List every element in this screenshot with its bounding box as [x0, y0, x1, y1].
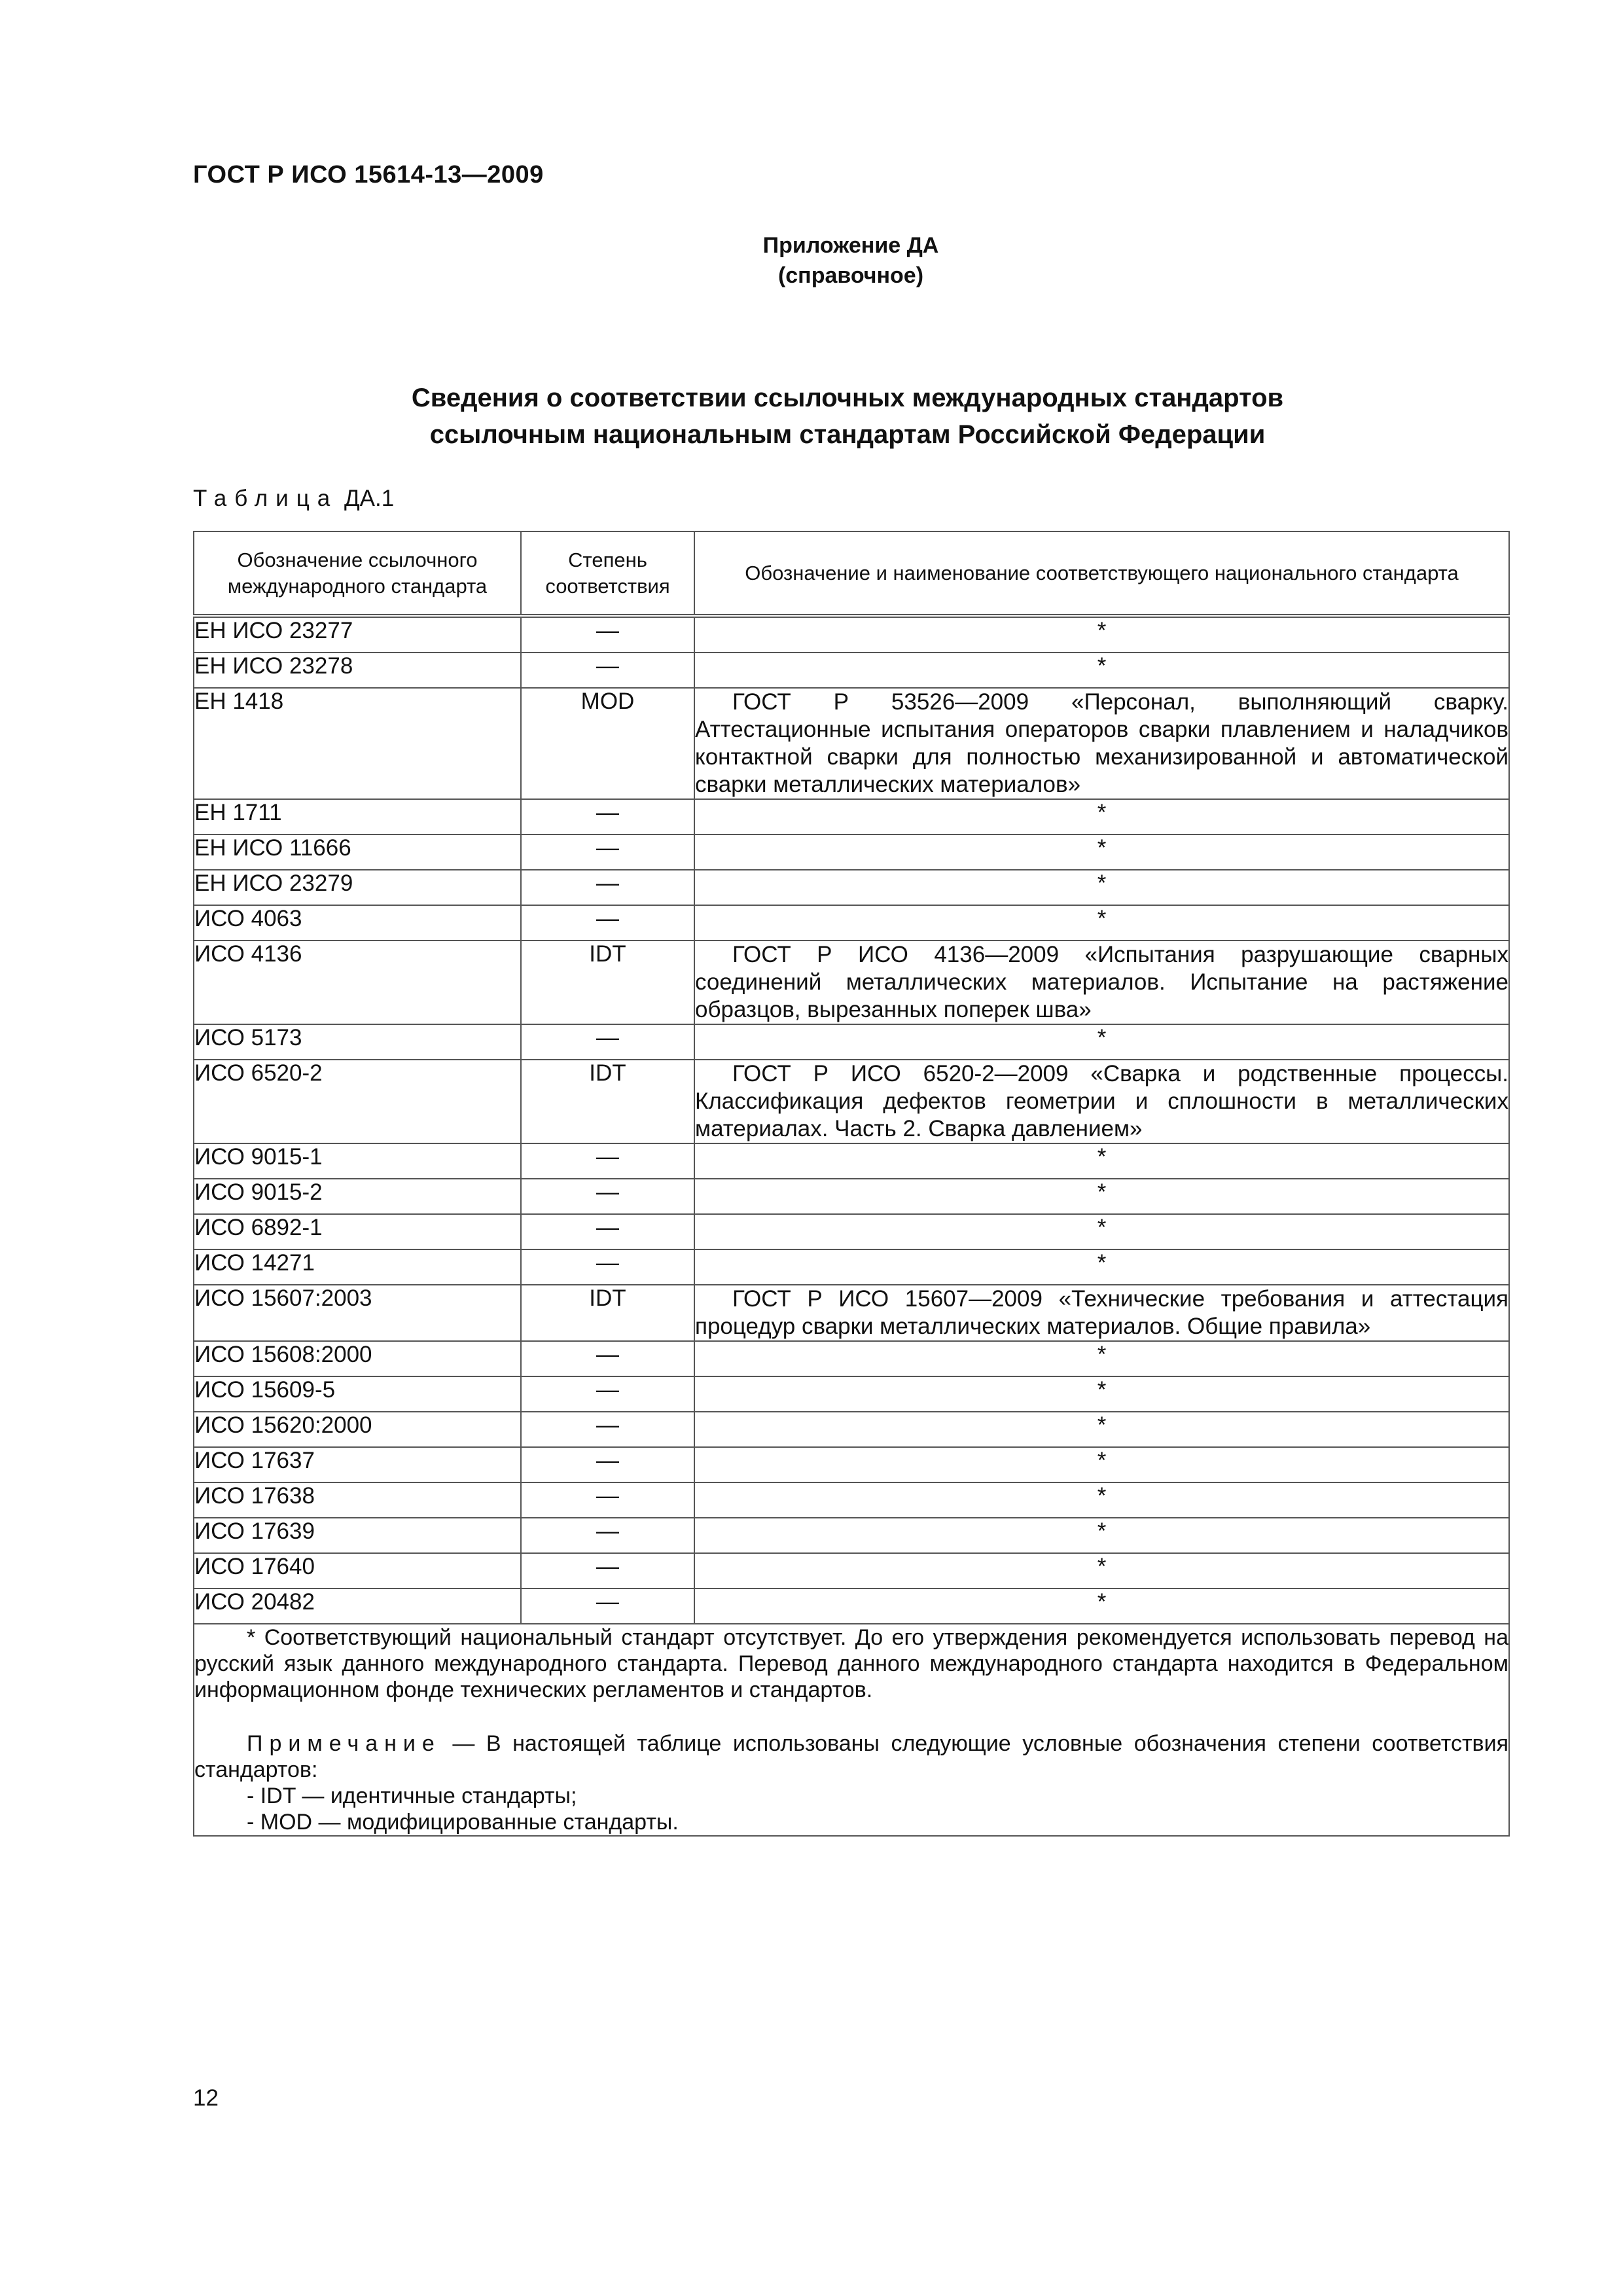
degree-of-correspondence: — — [521, 1341, 694, 1376]
national-standard — [694, 1249, 1509, 1285]
table-row — [194, 1518, 1509, 1553]
degree-of-correspondence: — — [521, 1214, 694, 1249]
international-standard-code: ИСО 17638 — [194, 1482, 521, 1518]
degree-of-correspondence: — — [521, 1376, 694, 1412]
degree-of-correspondence: — — [521, 1518, 694, 1553]
table-row — [194, 1024, 1509, 1060]
national-standard-text: ГОСТ Р ИСО 6520-2—2009 «Сварка и родственные процессы. Классификация дефектов геометрии и сплошности в металлических материалах. Часть 2. Сварка давлением» — [695, 1061, 1508, 1141]
table-row — [194, 1179, 1509, 1214]
degree-of-correspondence: IDT — [521, 941, 694, 1024]
degree-of-correspondence: — — [521, 1553, 694, 1588]
national-standard-text: * — [1097, 906, 1107, 931]
table-row — [194, 1249, 1509, 1285]
section-title-line-2: ссылочным национальным стандартам Российской Федерации — [429, 420, 1266, 449]
national-standard — [694, 1341, 1509, 1376]
table-row — [194, 1412, 1509, 1447]
national-standard-text: * — [1097, 870, 1107, 896]
section-title-line-1: Сведения о соответствии ссылочных международных стандартов — [411, 384, 1284, 412]
degree-of-correspondence: — — [521, 834, 694, 870]
degree-of-correspondence: — — [521, 1447, 694, 1482]
table-row — [194, 905, 1509, 941]
international-standard-code: ЕН ИСО 23277 — [194, 616, 521, 653]
footnote-text: * Соответствующий национальный стандарт отсутствует. До его утверждения рекомендуется использовать перевод на русский язык данного международного стандарта. Перевод данного международного стандарта находится в Федеральном информационном фонде технических регламентов и стандартов. — [194, 1625, 1508, 1702]
note-item-mod: - MOD — модифицированные стандарты. — [247, 1810, 679, 1835]
national-standard — [694, 1482, 1509, 1518]
national-standard — [694, 905, 1509, 941]
national-standard-text: * — [1097, 1250, 1107, 1276]
national-standard-text: * — [1097, 653, 1107, 679]
national-standard-text: * — [1097, 1412, 1107, 1438]
national-standard — [694, 1588, 1509, 1624]
national-standard — [694, 870, 1509, 905]
page-number: 12 — [193, 2085, 219, 2111]
national-standard — [694, 1285, 1509, 1341]
table-row — [194, 1482, 1509, 1518]
table-label — [193, 486, 394, 512]
table-row — [194, 870, 1509, 905]
correspondence-table — [193, 531, 1510, 1837]
international-standard-code: ИСО 15607:2003 — [194, 1285, 521, 1341]
degree-of-correspondence: IDT — [521, 1060, 694, 1143]
national-standard — [694, 688, 1509, 799]
national-standard — [694, 1412, 1509, 1447]
table-row — [194, 688, 1509, 799]
national-standard-text: ГОСТ Р 53526—2009 «Персонал, выполняющий сварку. Аттестационные испытания операторов сварки плавлением и наладчиков контактной сварки для полностью механизированной и автоматической сварки металлических материалов» — [695, 689, 1508, 797]
international-standard-code: ИСО 17637 — [194, 1447, 521, 1482]
international-standard-code: ИСО 14271 — [194, 1249, 521, 1285]
international-standard-code: ИСО 15608:2000 — [194, 1341, 521, 1376]
national-standard — [694, 1060, 1509, 1143]
national-standard-text: * — [1097, 618, 1107, 643]
international-standard-code: ИСО 9015-2 — [194, 1179, 521, 1214]
degree-of-correspondence: IDT — [521, 1285, 694, 1341]
national-standard-text: * — [1097, 1025, 1107, 1050]
national-standard — [694, 653, 1509, 688]
table-row — [194, 941, 1509, 1024]
international-standard-code: ИСО 15620:2000 — [194, 1412, 521, 1447]
table-row — [194, 1214, 1509, 1249]
document-code: ГОСТ Р ИСО 15614-13—2009 — [193, 161, 544, 188]
national-standard-text: * — [1097, 1342, 1107, 1367]
national-standard — [694, 1518, 1509, 1553]
degree-of-correspondence: — — [521, 616, 694, 653]
national-standard — [694, 1553, 1509, 1588]
national-standard — [694, 799, 1509, 834]
table-footnote-cell — [194, 1624, 1509, 1836]
table-row — [194, 1285, 1509, 1341]
degree-of-correspondence: — — [521, 870, 694, 905]
national-standard-text: * — [1097, 1144, 1107, 1170]
international-standard-code: ИСО 20482 — [194, 1588, 521, 1624]
international-standard-code: ИСО 6520-2 — [194, 1060, 521, 1143]
international-standard-code: ИСО 9015-1 — [194, 1143, 521, 1179]
national-standard — [694, 834, 1509, 870]
national-standard — [694, 1447, 1509, 1482]
note-item-idt: - IDT — идентичные стандарты; — [247, 1784, 577, 1808]
table-row — [194, 1376, 1509, 1412]
table-row — [194, 834, 1509, 870]
international-standard-code: ЕН ИСО 23279 — [194, 870, 521, 905]
national-standard-text: * — [1097, 1179, 1107, 1205]
degree-of-correspondence: — — [521, 1412, 694, 1447]
degree-of-correspondence: — — [521, 1143, 694, 1179]
table-row — [194, 1341, 1509, 1376]
national-standard — [694, 1024, 1509, 1060]
note-paragraph — [194, 1731, 1508, 1783]
table-row — [194, 1447, 1509, 1482]
degree-of-correspondence: — — [521, 799, 694, 834]
table-label-word: Таблица — [193, 486, 338, 511]
table-row — [194, 653, 1509, 688]
national-standard-text: * — [1097, 1518, 1107, 1544]
international-standard-code: ИСО 5173 — [194, 1024, 521, 1060]
table-row — [194, 616, 1509, 653]
international-standard-code: ЕН ИСО 23278 — [194, 653, 521, 688]
table-row — [194, 1060, 1509, 1143]
header-national-standard: Обозначение и наименование соответствующего национального стандарта — [694, 531, 1509, 616]
national-standard-text: * — [1097, 1448, 1107, 1473]
table-footnote-row — [194, 1624, 1509, 1836]
degree-of-correspondence: — — [521, 1482, 694, 1518]
national-standard-text: ГОСТ Р ИСО 4136—2009 «Испытания разрушающие сварных соединений металлических материалов. Испытание на растяжение образцов, вырезанных поперек шва» — [695, 942, 1508, 1022]
international-standard-code: ИСО 4136 — [194, 941, 521, 1024]
national-standard — [694, 1179, 1509, 1214]
note-text: — В настоящей таблице использованы следующие условные обозначения степени соответствия стандартов: — [194, 1731, 1508, 1782]
degree-of-correspondence: — — [521, 1179, 694, 1214]
national-standard-text: * — [1097, 800, 1107, 825]
annex-title: Приложение ДА — [762, 233, 939, 258]
degree-of-correspondence: — — [521, 653, 694, 688]
national-standard — [694, 1376, 1509, 1412]
header-degree: Степень соответствия — [521, 531, 694, 616]
annex-heading — [720, 230, 982, 291]
table-row — [194, 799, 1509, 834]
degree-of-correspondence: MOD — [521, 688, 694, 799]
national-standard — [694, 1214, 1509, 1249]
international-standard-code: ИСО 4063 — [194, 905, 521, 941]
national-standard-text: * — [1097, 1589, 1107, 1615]
national-standard-text: * — [1097, 1554, 1107, 1579]
degree-of-correspondence: — — [521, 1249, 694, 1285]
table-row — [194, 1588, 1509, 1624]
national-standard-text: * — [1097, 1377, 1107, 1403]
international-standard-code: ЕН ИСО 11666 — [194, 834, 521, 870]
national-standard-text: * — [1097, 1483, 1107, 1509]
degree-of-correspondence: — — [521, 905, 694, 941]
degree-of-correspondence: — — [521, 1024, 694, 1060]
national-standard — [694, 941, 1509, 1024]
degree-of-correspondence: — — [521, 1588, 694, 1624]
table-row — [194, 1553, 1509, 1588]
header-international-standard: Обозначение ссылочного международного стандарта — [194, 531, 521, 616]
international-standard-code: ЕН 1711 — [194, 799, 521, 834]
table-label-number: ДА.1 — [338, 486, 395, 511]
section-title — [193, 380, 1502, 453]
national-standard — [694, 616, 1509, 653]
international-standard-code: ЕН 1418 — [194, 688, 521, 799]
international-standard-code: ИСО 15609-5 — [194, 1376, 521, 1412]
international-standard-code: ИСО 17640 — [194, 1553, 521, 1588]
table-row — [194, 1143, 1509, 1179]
international-standard-code: ИСО 17639 — [194, 1518, 521, 1553]
national-standard-text: * — [1097, 1215, 1107, 1240]
table-header-row — [194, 531, 1509, 616]
national-standard-text: * — [1097, 835, 1107, 861]
annex-status: (справочное) — [777, 263, 924, 288]
note-label: Примечание — [247, 1731, 441, 1756]
international-standard-code: ИСО 6892-1 — [194, 1214, 521, 1249]
national-standard-text: ГОСТ Р ИСО 15607—2009 «Технические требования и аттестация процедур сварки металлических материалов. Общие правила» — [695, 1286, 1508, 1339]
national-standard — [694, 1143, 1509, 1179]
